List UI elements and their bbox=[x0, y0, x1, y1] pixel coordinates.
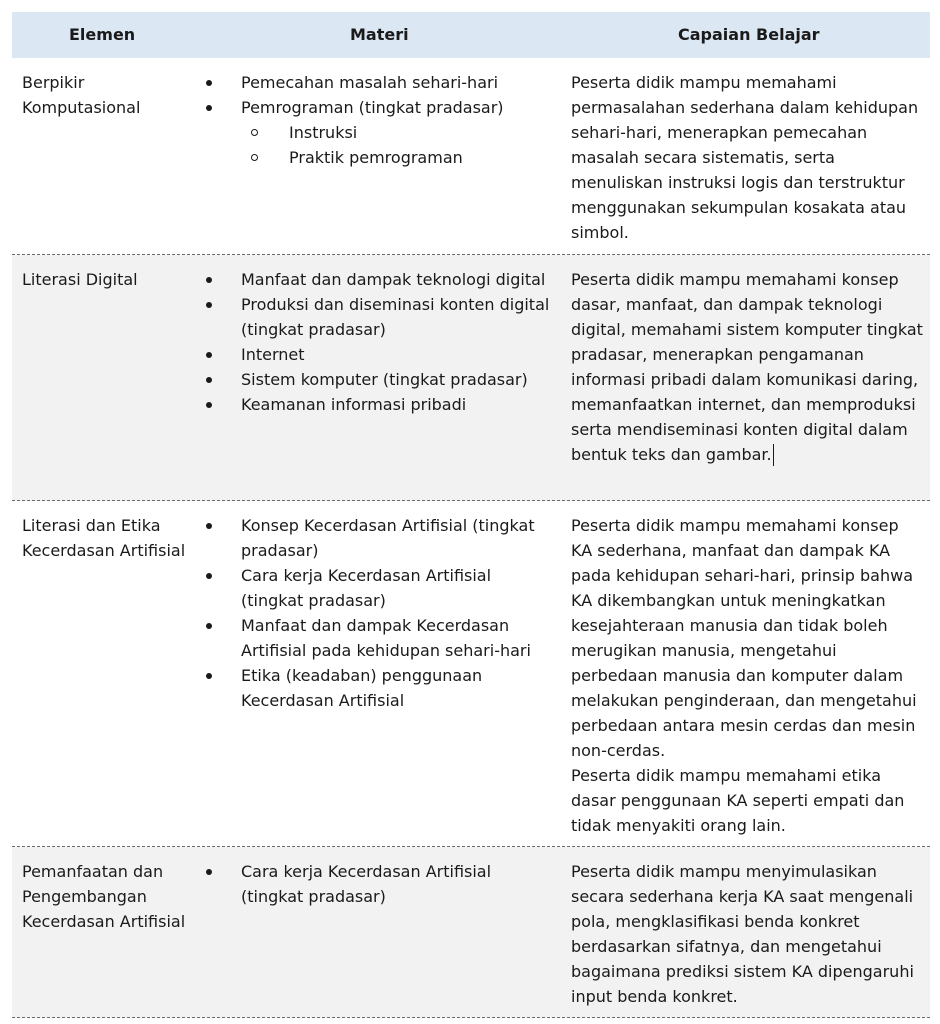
materi-cell bbox=[200, 70, 555, 170]
elemen-cell: Literasi dan Etika Kecerdasan Artifisial bbox=[22, 516, 186, 560]
list-item: Keamanan informasi pribadi bbox=[200, 392, 555, 417]
materi-list bbox=[200, 70, 555, 170]
materi-list bbox=[200, 267, 555, 417]
text-cursor bbox=[773, 444, 774, 466]
list-item: Etika (keadaban) penggunaan Kecerdasan Artifisial bbox=[200, 663, 555, 713]
list-item: Konsep Kecerdasan Artifisial (tingkat pradasar) bbox=[200, 513, 555, 563]
capaian-paragraph: Peserta didik mampu memahami konsep KA sederhana, manfaat dan dampak KA pada kehidupan sehari-hari, prinsip bahwa KA dikembangkan untuk meningkatkan kesejahteraan manusia dan tidak boleh merugikan manusia, mengetahui perbedaan manusia dan komputer dalam melakukan penginderaan, dan mengetahui perbedaan antara mesin cerdas dan mesin non-cerdas. bbox=[571, 516, 917, 760]
sub-list-item: Instruksi bbox=[200, 120, 555, 145]
capaian-cell bbox=[571, 267, 923, 467]
table-row bbox=[12, 255, 930, 501]
materi-list bbox=[200, 859, 555, 909]
sub-list-item: Praktik pemrograman bbox=[200, 145, 555, 170]
list-item: Internet bbox=[200, 342, 555, 367]
list-item: Produksi dan diseminasi konten digital (tingkat pradasar) bbox=[200, 292, 555, 342]
header-capaian-belajar: Capaian Belajar bbox=[678, 25, 820, 44]
materi-cell bbox=[200, 513, 555, 713]
header-elemen: Elemen bbox=[69, 25, 136, 44]
capaian-paragraph: Peserta didik mampu memahami etika dasar penggunaan KA seperti empati dan tidak menyakiti orang lain. bbox=[571, 766, 905, 835]
table-header bbox=[12, 12, 930, 58]
materi-cell bbox=[200, 267, 555, 417]
capaian-cell: Peserta didik mampu menyimulasikan secara sederhana kerja KA saat mengenali pola, mengklasifikasi benda konkret berdasarkan sifatnya, dan mengetahui bagaimana prediksi sistem KA dipengaruhi input benda konkret. bbox=[571, 862, 914, 1006]
materi-cell bbox=[200, 859, 555, 909]
capaian-cell bbox=[571, 513, 923, 838]
capaian-cell: Peserta didik mampu memahami permasalahan sederhana dalam kehidupan sehari-hari, menerapkan pemecahan masalah secara sistematis, serta menuliskan instruksi logis dan terstruktur menggunakan sekumpulan kosakata atau simbol. bbox=[571, 73, 919, 242]
list-item: Sistem komputer (tingkat pradasar) bbox=[200, 367, 555, 392]
list-item: Pemecahan masalah sehari-hari bbox=[200, 70, 555, 95]
header-materi: Materi bbox=[350, 25, 409, 44]
list-item: Pemrograman (tingkat pradasar) bbox=[200, 95, 555, 120]
table-row bbox=[12, 501, 930, 847]
table-row bbox=[12, 847, 930, 1018]
curriculum-table bbox=[12, 12, 930, 1018]
list-item: Manfaat dan dampak Kecerdasan Artifisial pada kehidupan sehari-hari bbox=[200, 613, 555, 663]
list-item: Cara kerja Kecerdasan Artifisial (tingkat pradasar) bbox=[200, 859, 555, 909]
materi-list bbox=[200, 513, 555, 713]
list-item: Cara kerja Kecerdasan Artifisial (tingkat pradasar) bbox=[200, 563, 555, 613]
elemen-cell: Literasi Digital bbox=[22, 270, 138, 289]
capaian-text: Peserta didik mampu memahami konsep dasar, manfaat, dan dampak teknologi digital, memahami sistem komputer tingkat pradasar, menerapkan pengamanan informasi pribadi dalam komunikasi daring, memanfaatkan internet, dan memproduksi serta mendiseminasi konten digital dalam bentuk teks dan gambar. bbox=[571, 270, 923, 464]
elemen-cell: Berpikir Komputasional bbox=[22, 73, 141, 117]
elemen-cell: Pemanfaatan dan Pengembangan Kecerdasan Artifisial bbox=[22, 862, 186, 931]
list-item: Manfaat dan dampak teknologi digital bbox=[200, 267, 555, 292]
table-row bbox=[12, 58, 930, 255]
